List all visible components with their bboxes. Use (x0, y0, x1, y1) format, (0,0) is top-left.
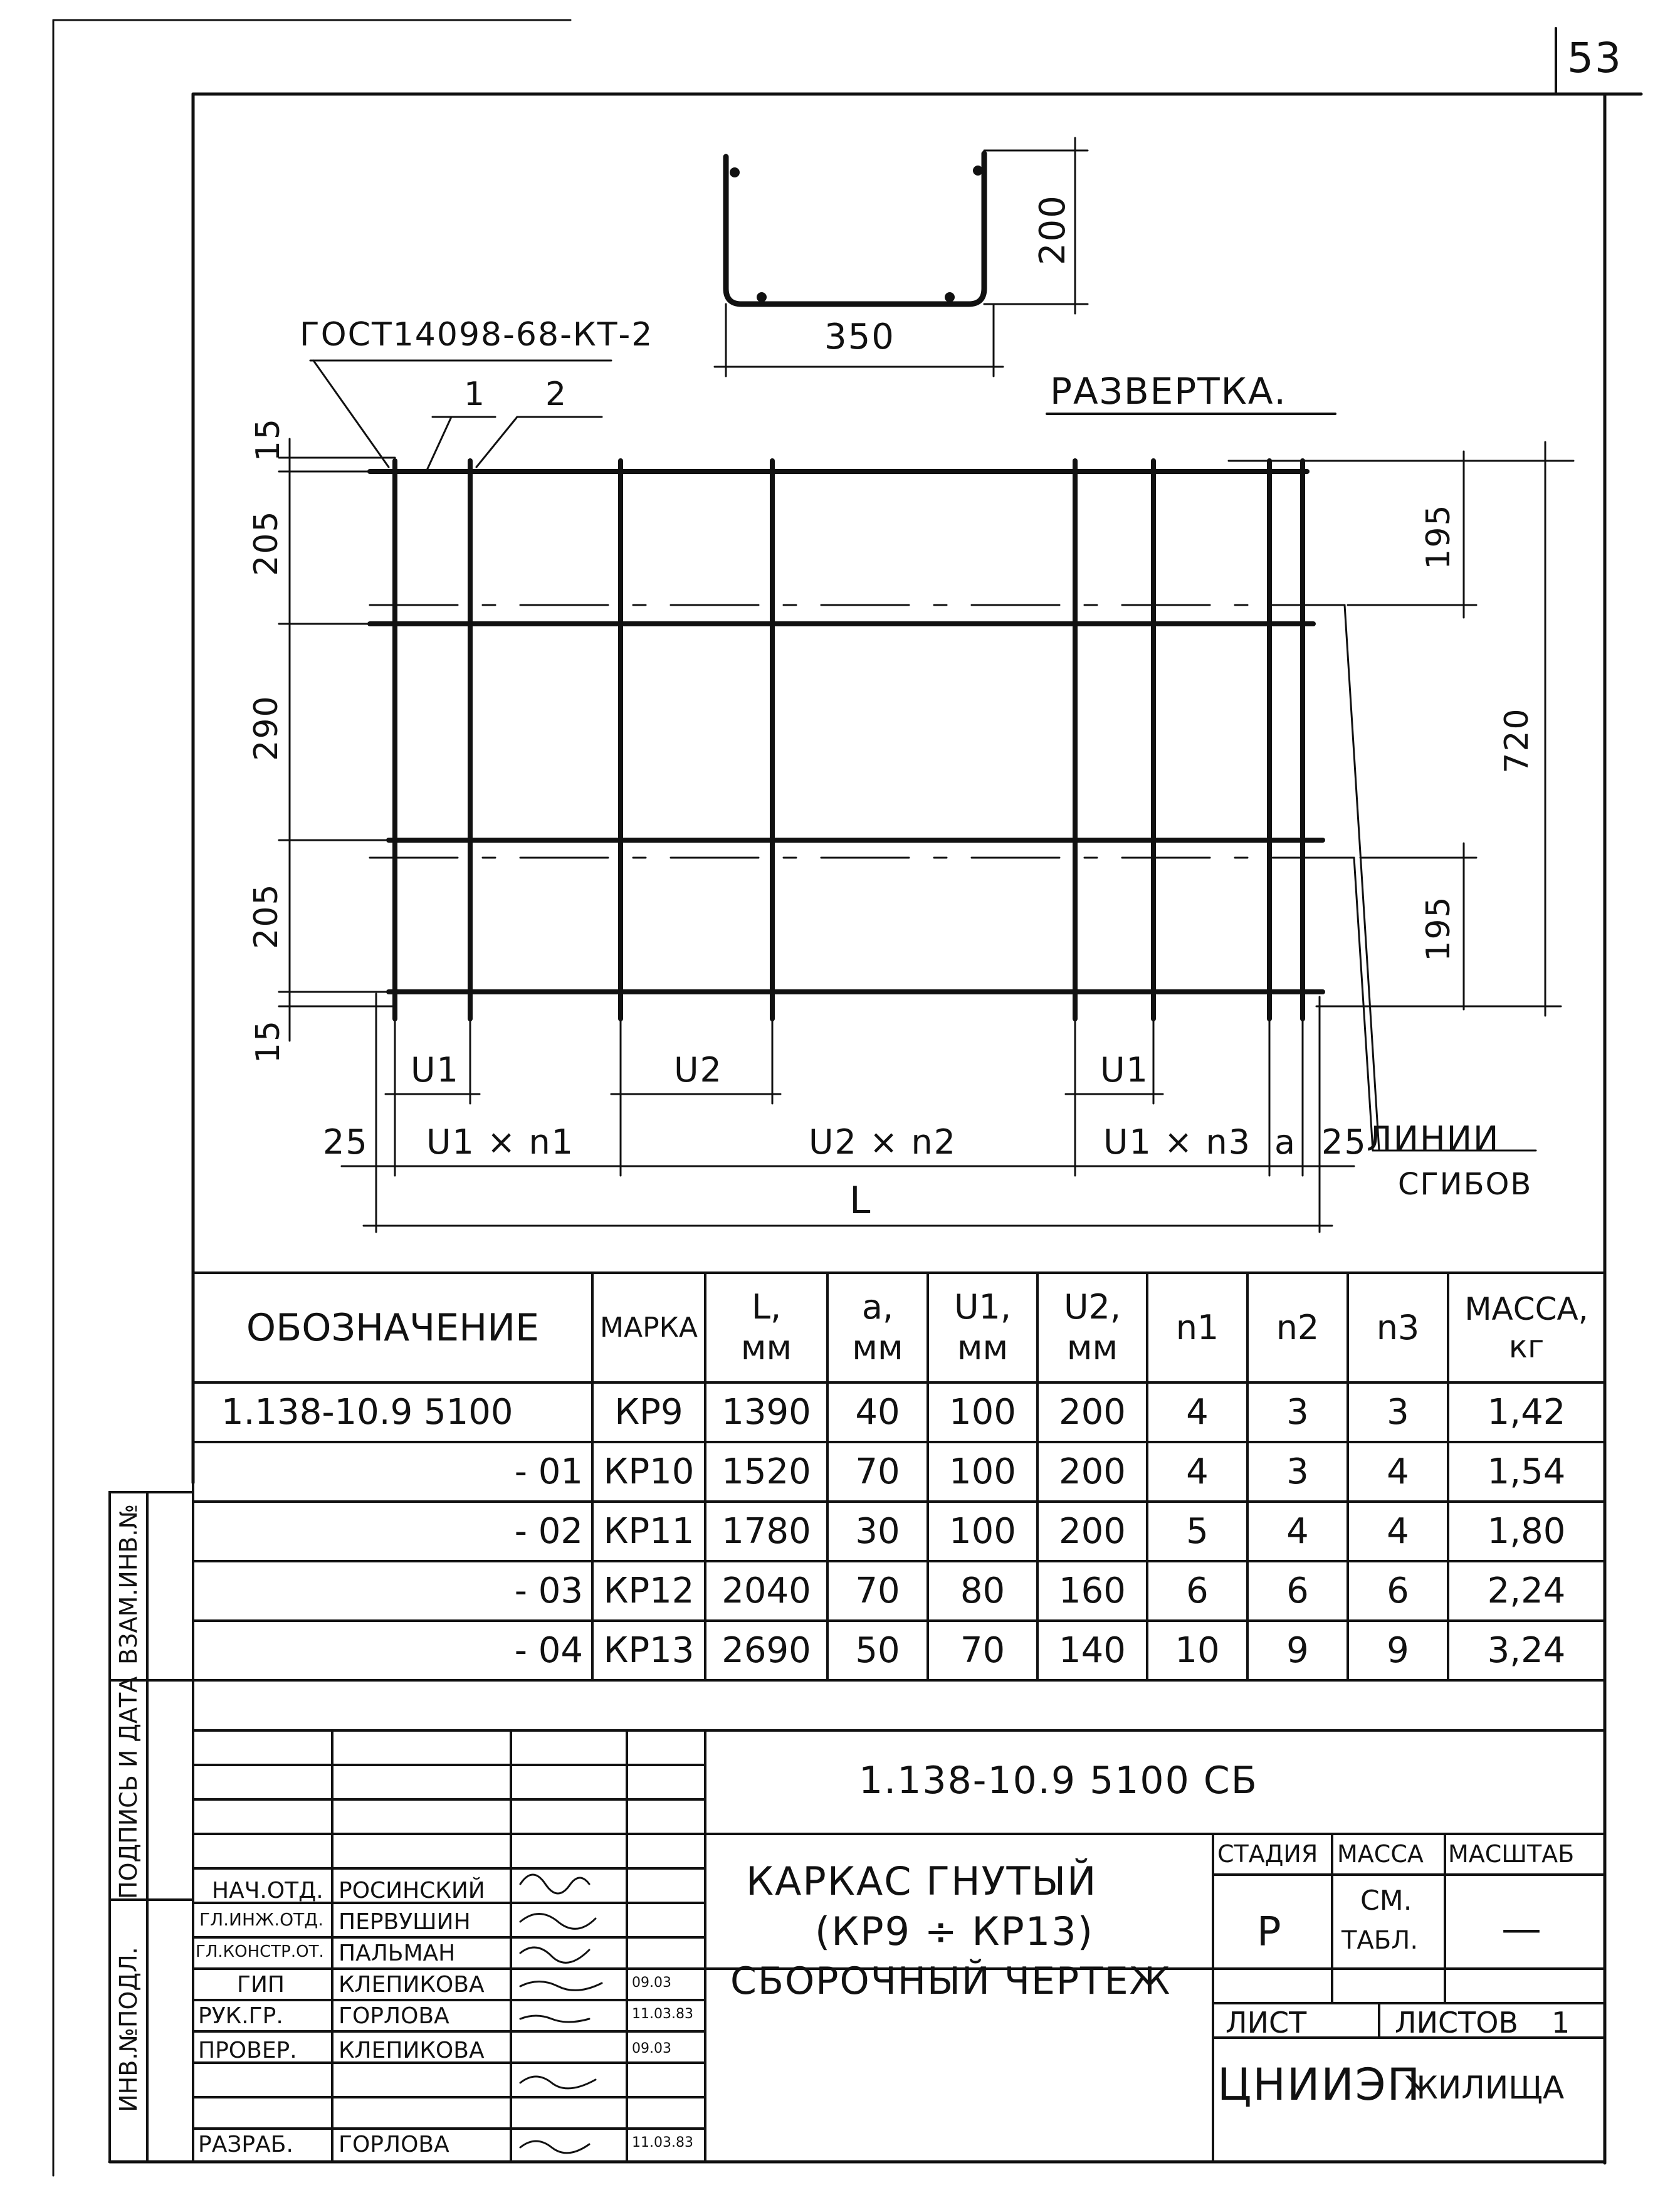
signature-row (193, 2129, 707, 2160)
row-mark: КР13 (603, 1630, 695, 1671)
razvertka-title: РАЗВЕРТКА. (1050, 370, 1287, 413)
header-mass-label: МАССА, (1464, 1290, 1588, 1327)
row-designation: - 02 (514, 1511, 583, 1552)
dim-right-195-top: 195 (1420, 503, 1457, 570)
row-L: 1390 (722, 1392, 811, 1433)
signature-name: РОСИНСКИЙ (339, 1878, 485, 1903)
table-row (193, 1561, 1605, 1621)
profile-rod-dot (973, 166, 983, 176)
signature-name: ПЕРВУШИН (339, 1909, 471, 1935)
row-n3: 4 (1387, 1451, 1409, 1492)
signature-name: КЛЕПИКОВА (339, 1972, 485, 1998)
row-a: 50 (855, 1630, 900, 1671)
header-designation: ОБОЗНАЧЕНИЕ (246, 1305, 540, 1350)
row-mark: КР12 (603, 1571, 695, 1611)
row-L: 2040 (722, 1571, 811, 1611)
header-a (827, 1273, 928, 1382)
side-stamp-podpis: ПОДПИСЬ И ДАТА (115, 1676, 142, 1899)
row-u2: 160 (1059, 1571, 1126, 1611)
page-number: 53 (1567, 34, 1622, 82)
profile-rod-dot (757, 292, 767, 302)
header-mass (1448, 1273, 1605, 1382)
dim-left-290: 290 (248, 695, 285, 761)
row-n1: 5 (1186, 1511, 1209, 1552)
signature-date: 09.03 (632, 2041, 671, 2056)
sheets-value: 1 (1551, 2006, 1570, 2040)
header-a-unit: мм (852, 1327, 903, 1367)
row-L: 2690 (722, 1630, 811, 1671)
scale-value: — (1501, 1906, 1541, 1952)
row-u1: 80 (960, 1571, 1005, 1611)
doc-code: 1.138-10.9 5100 СБ (859, 1759, 1258, 1803)
header-u2-unit: мм (1066, 1327, 1118, 1367)
dim-edge-left: 25 (323, 1122, 369, 1162)
fold-lines-label-2: СГИБОВ (1398, 1167, 1533, 1202)
signature-row (193, 2035, 707, 2066)
sheets-label: ЛИСТОВ (1395, 2006, 1518, 2040)
signature-row (193, 1969, 707, 2000)
signature-role: ГИП (237, 1972, 285, 1998)
table-row (193, 1621, 1605, 1680)
row-n1: 4 (1186, 1392, 1209, 1433)
dim-u2n2: U2 × n2 (809, 1122, 957, 1162)
org-suffix: ЖИЛИЩА (1404, 2070, 1565, 2106)
signature-date: 11.03.83 (632, 2135, 693, 2151)
row-n3: 9 (1387, 1630, 1409, 1671)
row-n1: 10 (1175, 1630, 1220, 1671)
dim-L: L (849, 1179, 872, 1223)
signature-name: КЛЕПИКОВА (339, 2038, 485, 2063)
signature-name: ПАЛЬМАН (339, 1940, 456, 1966)
row-n3: 4 (1387, 1511, 1409, 1552)
signature-role: НАЧ.ОТД. (212, 1878, 323, 1903)
row-n2: 6 (1286, 1571, 1309, 1611)
row-u2: 200 (1059, 1451, 1126, 1492)
dim-u1n1: U1 × n1 (426, 1122, 575, 1162)
leader-1 (426, 417, 451, 471)
leader-1-label: 1 (464, 376, 486, 413)
header-n3: n3 (1376, 1308, 1420, 1347)
fold-leader (1345, 605, 1379, 1150)
dim-u2: U2 (674, 1050, 723, 1090)
dim-right-total: 720 (1498, 707, 1536, 774)
header-a-label: a, (861, 1287, 894, 1327)
signature-date: 09.03 (632, 1975, 671, 1991)
header-n2: n2 (1276, 1308, 1320, 1347)
row-n1: 4 (1186, 1451, 1209, 1492)
row-a: 40 (855, 1392, 900, 1433)
row-n2: 9 (1286, 1630, 1309, 1671)
side-stamp-inv: ИНВ.№ПОДЛ. (115, 1947, 142, 2112)
row-designation: - 04 (514, 1630, 583, 1671)
leader-2 (476, 417, 517, 467)
dim-left-205-bot: 205 (248, 883, 285, 949)
header-mark: МАРКА (600, 1312, 698, 1344)
header-u2 (1037, 1273, 1147, 1382)
row-mark: КР9 (614, 1392, 683, 1433)
row-a: 70 (855, 1571, 900, 1611)
row-n1: 6 (1186, 1571, 1209, 1611)
title-line-3: СБОРОЧНЫЙ ЧЕРТЕЖ (730, 1959, 1172, 2003)
row-designation: - 01 (514, 1451, 583, 1492)
row-L: 1520 (722, 1451, 811, 1492)
header-n1: n1 (1175, 1308, 1219, 1347)
row-u1: 100 (949, 1451, 1016, 1492)
signature-row (193, 1937, 707, 1969)
profile-width-dim: 350 (824, 317, 895, 357)
row-designation: 1.138-10.9 5100 (221, 1392, 513, 1433)
stage-label: СТАДИЯ (1217, 1840, 1318, 1868)
row-a: 70 (855, 1451, 900, 1492)
row-u1: 70 (960, 1630, 1005, 1671)
title-line-1: КАРКАС ГНУТЫЙ (746, 1858, 1098, 1904)
dim-left-15-top: 15 (249, 417, 287, 462)
spec-table (193, 1273, 1605, 1680)
header-u2-label: U2, (1063, 1287, 1121, 1327)
row-designation: - 03 (514, 1571, 583, 1611)
signature-row (193, 2000, 707, 2031)
signature-role: ГЛ.ИНЖ.ОТД. (199, 1909, 324, 1930)
table-row (193, 1502, 1605, 1561)
row-mark: КР10 (603, 1451, 695, 1492)
signature-role: РАЗРАБ. (198, 2132, 293, 2157)
gost-leader (313, 361, 389, 467)
profile-rod-dot (945, 292, 955, 302)
row-n2: 3 (1286, 1392, 1309, 1433)
u-profile-section (726, 154, 984, 304)
header-u1-unit: мм (957, 1327, 1009, 1367)
signature-row (193, 1875, 707, 1906)
row-u2: 200 (1059, 1511, 1126, 1552)
signature-name: ГОРЛОВА (339, 2132, 449, 2157)
sheet-label: ЛИСТ (1226, 2006, 1307, 2040)
fold-lines-label-1: ЛИНИИ (1367, 1119, 1500, 1159)
row-n2: 4 (1286, 1511, 1309, 1552)
scale-label: МАСШТАБ (1448, 1840, 1575, 1868)
mass-label: МАССА (1337, 1840, 1424, 1868)
header-u1-label: U1, (953, 1287, 1012, 1327)
row-mass: 1,80 (1487, 1511, 1566, 1552)
table-row (193, 1382, 1605, 1442)
row-mark: КР11 (603, 1511, 695, 1552)
row-u2: 140 (1059, 1630, 1126, 1671)
org-name: ЦНИИЭП (1217, 2059, 1422, 2110)
row-mass: 1,54 (1487, 1451, 1566, 1492)
row-mass: 3,24 (1487, 1630, 1566, 1671)
dim-u1n3: U1 × n3 (1103, 1122, 1252, 1162)
row-u2: 200 (1059, 1392, 1126, 1433)
dim-right-195-bot: 195 (1420, 895, 1457, 962)
title-line-2: (КР9 ÷ КР13) (815, 1909, 1094, 1954)
leader-2-label: 2 (545, 376, 568, 413)
profile-rod-dot (730, 167, 740, 177)
header-L (705, 1273, 827, 1382)
table-row (193, 1442, 1605, 1502)
row-u1: 100 (949, 1392, 1016, 1433)
row-mass: 2,24 (1487, 1571, 1566, 1611)
signature-name: ГОРЛОВА (339, 2003, 449, 2029)
dim-left-205-top: 205 (248, 510, 285, 576)
signature-date: 11.03.83 (632, 2006, 693, 2022)
stage-value: Р (1257, 1909, 1281, 1956)
header-L-unit: мм (740, 1327, 792, 1367)
row-n2: 3 (1286, 1451, 1309, 1492)
dim-a: a (1274, 1122, 1297, 1162)
signature-row (193, 1906, 707, 1937)
row-n3: 3 (1387, 1392, 1409, 1433)
row-mass: 1,42 (1487, 1392, 1566, 1433)
header-L-label: L, (751, 1287, 782, 1327)
mass-value-1: СМ. (1360, 1885, 1412, 1917)
signature-role: ГЛ.КОНСТР.ОТ. (196, 1942, 324, 1961)
row-L: 1780 (722, 1511, 811, 1552)
dim-left-15-bot: 15 (249, 1019, 287, 1064)
dim-u1-right: U1 (1100, 1050, 1149, 1090)
header-mass-unit: кг (1508, 1328, 1545, 1365)
gost-label: ГОСТ14098-68-КТ-2 (300, 316, 654, 354)
dim-u1-left: U1 (411, 1050, 459, 1090)
row-u1: 100 (949, 1511, 1016, 1552)
dim-edge-right: 25 (1321, 1122, 1367, 1162)
signature-role: ПРОВЕР. (198, 2038, 297, 2063)
mass-value-2: ТАБЛ. (1341, 1926, 1419, 1955)
row-n3: 6 (1387, 1571, 1409, 1611)
signature-role: РУК.ГР. (198, 2003, 283, 2029)
header-u1 (928, 1273, 1037, 1382)
profile-height-dim: 200 (1032, 194, 1073, 265)
row-a: 30 (855, 1511, 900, 1552)
side-stamp-vzam: ВЗАМ.ИНВ.№ (115, 1504, 142, 1665)
